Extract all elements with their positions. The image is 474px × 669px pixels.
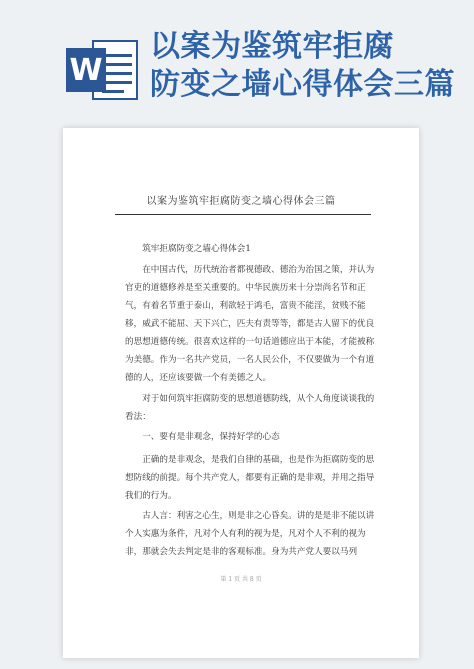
- headline: [150, 28, 470, 104]
- paragraph-4: 正确的是非观念，是我们自律的基础，也是作为拒腐防变的思想防线的前提。每个共产党人，都要有正确的是非观，并用之指导我们的行为。: [125, 455, 375, 501]
- page-number-footer: 第 1 页 共 8 页: [220, 576, 262, 583]
- paragraph-2: 对于如何筑牢拒腐防变的思想道德防线，从个人角度谈谈我的看法：: [125, 394, 375, 422]
- title-divider: [115, 214, 371, 215]
- paragraph-3: 一、要有是非观念，保持好学的心态: [142, 432, 280, 442]
- paragraph-1: 在中国古代，历代统治者都视德政、德治为治国之策，并认为官吏的道德修养是至关重要的。中华民族历来十分崇尚名节和正气，有着名节重于泰山，利欲轻于鸿毛，富贵不能淫，贫贱不能移，威武不能屈、天下兴亡，匹夫有责等等，都是古人留下的优良的思想道德传统。很喜欢这样的一句话道德应出于本能，才能被称为美德。作为一名共产党员，一名人民公仆，不仅要做为一个有道德的人，还应该要做一个有美德之人。: [125, 265, 375, 383]
- headline-line-1: 以案为鉴筑牢拒腐: [150, 29, 394, 64]
- paragraph-5: 古人言：利害之心生，则是非之心昏矣。讲的是是非不能以讲个人实惠为条件，凡对个人有利的视为是，凡对个人不利的视为非，那就会失去判定是非的客观标准。身为共产党人要以马列: [125, 511, 375, 557]
- section-heading: 筑牢拒腐防变之墙心得体会1: [142, 244, 251, 254]
- word-logo-badge: W: [66, 48, 106, 92]
- document-title: 以案为鉴筑牢拒腐防变之墙心得体会三篇: [146, 196, 336, 207]
- word-document-icon: [66, 40, 140, 100]
- document-page-preview: [63, 128, 419, 658]
- banner: [0, 0, 474, 120]
- headline-line-2: 防变之墙心得体会三篇: [150, 67, 455, 102]
- document-body: [125, 240, 381, 561]
